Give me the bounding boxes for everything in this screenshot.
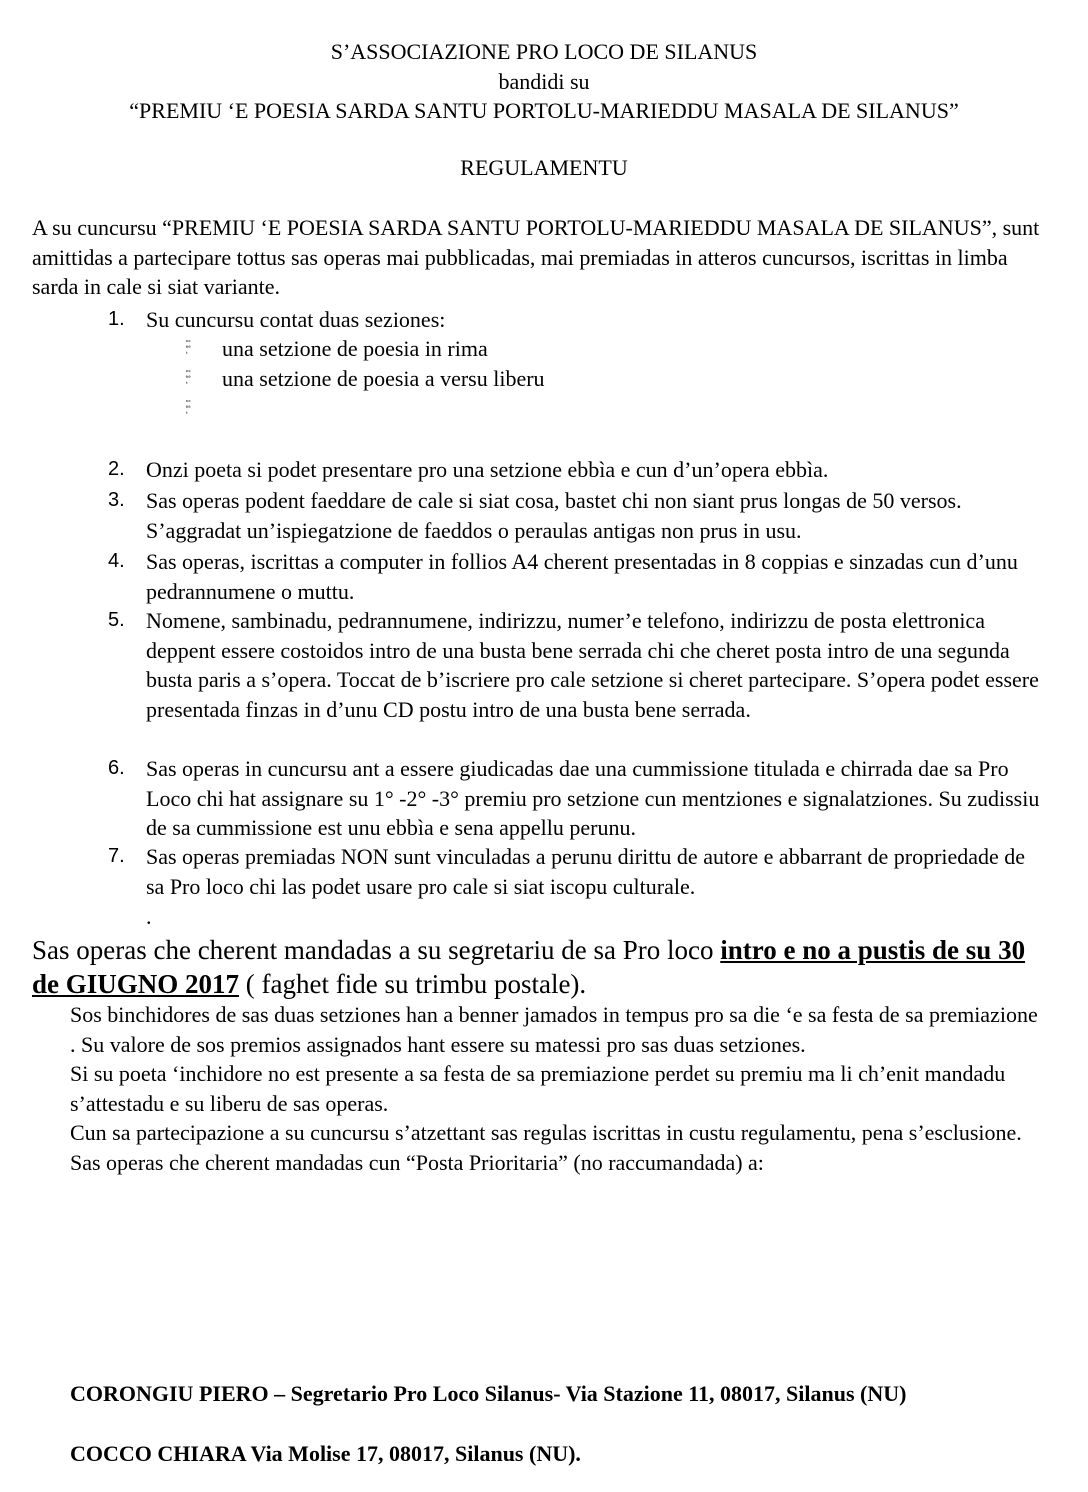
rule-number: 1. bbox=[108, 308, 125, 330]
section-list-item bbox=[0, 334, 1088, 364]
rule-number: 5. bbox=[108, 609, 125, 631]
prizes-section bbox=[70, 1000, 1045, 1177]
deadline-paragraph bbox=[32, 933, 1057, 1001]
contest-title: “PREMIU ‘E POESIA SARDA SANTU PORTOLU-MARIEDDU MASALA DE SILANUS” bbox=[129, 98, 959, 123]
section-label: una setzione de poesia a versu liberu bbox=[222, 366, 545, 391]
section-list-item bbox=[0, 394, 1088, 424]
prize-paragraph: Si su poeta ‘inchidore no est presente a sa festa de sa premiazione perdet su premiu ma li ch’enit mandadu s’attestadu e su liberu de sas operas. bbox=[70, 1061, 1006, 1116]
intro-paragraph: A su cuncursu “PREMIU ‘E POESIA SARDA SANTU PORTOLU-MARIEDDU MASALA DE SILANUS”, sunt amittidas a partecipare tottus sas operas mai pubblicadas, mai premiadas in atteros cuncursos, iscrittas in limba sarda in cale si siat variante. bbox=[32, 215, 1040, 299]
regulation-heading: REGULAMENTU bbox=[460, 155, 628, 180]
rule-number: 2. bbox=[108, 458, 125, 480]
prize-paragraph: Cun sa partecipazione a su cuncursu s’atzettant sas regulas iscrittas in custu regulamentu, pena s’esclusione. bbox=[70, 1120, 1022, 1145]
rule-number: 6. bbox=[108, 757, 125, 779]
rule-text: Sas operas in cuncursu ant a essere giudicadas dae una cummissione titulada e chirrada dae sa Pro Loco chi hat assignare su 1° -2° -3° premiu pro setzione cun mentziones e signalatziones. Su zudissiu de sa cummissione est unu ebbìa e sena appellu perunu. bbox=[146, 756, 1040, 840]
address-line: COCCO CHIARA Via Molise 17, 08017, Silanus (NU). bbox=[70, 1441, 581, 1466]
rule-number: 4. bbox=[108, 550, 125, 572]
stray-dot: . bbox=[146, 904, 152, 929]
rule-number: 7. bbox=[108, 845, 125, 867]
deadline-date: intro e no a pustis de su 30 de GIUGNO 2017 bbox=[32, 935, 1026, 999]
address-line: CORONGIU PIERO – Segretario Pro Loco Silanus- Via Stazione 11, 08017, Silanus (NU) bbox=[70, 1381, 907, 1406]
announcement-line: bandidi su bbox=[498, 68, 590, 94]
section-label: una setzione de poesia in rima bbox=[222, 336, 488, 361]
document-header bbox=[0, 37, 1088, 126]
prize-paragraph: Sas operas che cherent mandadas cun “Posta Prioritaria” (no raccumandada) a: bbox=[70, 1149, 764, 1175]
rule-text: Su cuncursu contat duas seziones: bbox=[146, 307, 446, 332]
rule-text: Sas operas, iscrittas a computer in follios A4 cherent presentadas in 8 coppias e sinzadas cun d’unu pedrannumene o muttu. bbox=[146, 549, 1018, 604]
rule-text: Sas operas podent faeddare de cale si siat cosa, bastet chi non siant prus longas de 50 versos. S’aggradat un’ispiegatzione de faeddos o peraulas antigas non prus in usu. bbox=[146, 488, 962, 543]
bullet-icon: ᵒᵒ ᶿᶿ ᵗ bbox=[185, 369, 191, 388]
bullet-icon: ᵒᵒ ᶿᶿ ᵗ bbox=[185, 399, 191, 418]
rule-number: 3. bbox=[108, 489, 125, 511]
section-list-item bbox=[0, 364, 1088, 394]
rule-text: Nomene, sambinadu, pedrannumene, indirizzu, numer’e telefono, indirizzu de posta elettronica deppent essere costoidos intro de una busta bene serrada chi che cheret posta intro de una segunda busta paris a s’opera. Toccat de b’iscriere pro cale setzione si cheret partecipare. S’opera podet essere presentada finzas in d’unu CD postu intro de una busta bene serrada. bbox=[146, 608, 1039, 722]
prize-paragraph: Sos binchidores de sas duas setziones han a benner jamados in tempus pro sa die ‘e sa festa de sa premiazione . Su valore de sos premios assignados hant essere su matessi pro sas duas setziones. bbox=[70, 1002, 1038, 1057]
rule-text: Onzi poeta si podet presentare pro una setzione ebbìa e cun d’un’opera ebbìa. bbox=[146, 457, 829, 482]
rule-text: Sas operas premiadas NON sunt vinculadas a perunu dirittu de autore e abbarrant de propriedade de sa Pro loco chi las podet usare pro cale si siat iscopu culturale. bbox=[146, 844, 1026, 899]
association-name: S’ASSOCIAZIONE PRO LOCO DE SILANUS bbox=[330, 39, 758, 64]
deadline-note: ( faghet fide su trimbu postale). bbox=[239, 969, 587, 999]
deadline-text: Sas operas che cherent mandadas a su segretariu de sa Pro loco bbox=[32, 935, 721, 965]
bullet-icon: ᵒᵒ ᶿᶿ ᵗ bbox=[185, 339, 191, 358]
